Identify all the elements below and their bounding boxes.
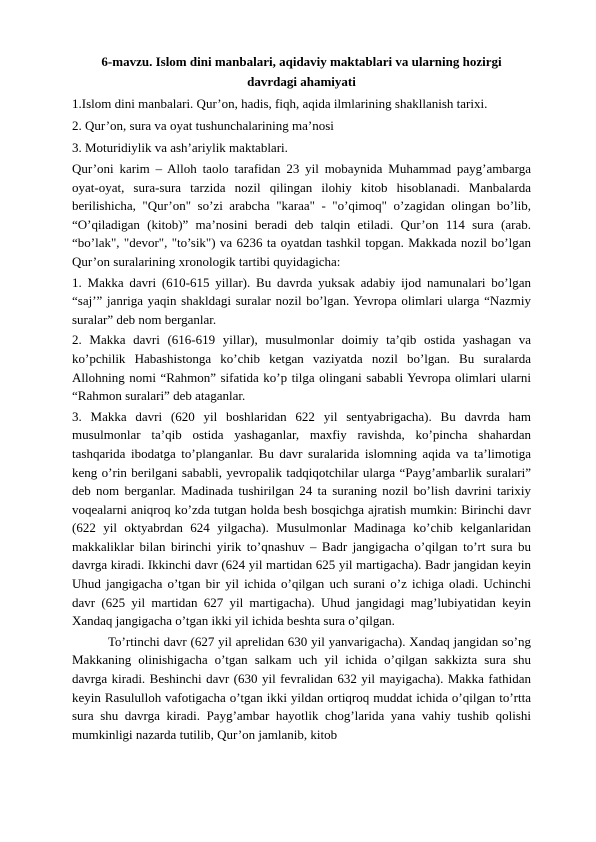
paragraph-makka-period-2: 2. Makka davri (616-619 yillar), musulmonlar doimiy ta’qib ostida yashagan va ko’pchilik Habashistonga ko’chib ketgan vaziyatda nozil bo’lgan. Bu suralarda Allohning nomi “Rahmon” sifatida ko’p tilga olingani sababli Yevropa olimlari ularni “Rahmon suralari” deb ataganlar.: [72, 332, 531, 404]
document-title-line-2: davrdagi ahamiyati: [247, 74, 356, 89]
paragraph-medina-period-4: To’rtinchi davr (627 yil aprelidan 630 yil yanvarigacha). Xandaq jangidan so’ng Makkaning olinishigacha o’tgan salkam uch yil ichida o’qilgan sakkizta sura shu davrga kiradi. Beshinchi davr (630 yil fevralidan 632 yil mayigacha). Makka fathidan keyin Rasululloh vafotigacha o’tgan ikki yildan ortiqroq muddat ichida o’qilgan to’rtta sura shu davrga kiradi. Payg’ambar hayotlik chog’larida yana vahiy tushib qolishi mumkinligi nazarda tutilib, Qur’on jamlanib, kitob: [72, 633, 531, 742]
paragraph-makka-period-3: 3. Makka davri (620 yil boshlaridan 622 yil sentyabrigacha). Bu davrda ham musulmonlar ta’qib ostida yashaganlar, maxfiy ravishda, ko’pincha shahardan tashqarida ibodatga to’planganlar. Bu davr suralarida islomning aqida va ta’limotiga keng o’rin berilgani sababli, yevropalik tadqiqotchilar ularga “Payg’ambarlik suralari” deb nom berganlar. Madinada tushirilgan 24 ta suraning nozil bo’lish davrini tarixiy voqealarni aniqroq ko’zda tutgan holda besh bosqichga ajratish mumkin: Birinchi davr (622 yil oktyabrdan 624 yilgacha). Musulmonlar Madinaga ko’chib kelganlaridan makkaliklar bilan birinchi yirik to’qnashuv – Badr jangigacha o’qilgan to’rt sura bu davrga kiradi. Ikkinchi davr (624 yil martidan 625 yil martigacha). Badr jangidan keyin Uhud jangigacha o’tgan bir yil ichida o’qilgan uch surani o’z ichiga oladi. Uchinchi davr (625 yil martidan 627 yil martigacha). Uhud jangidagi mag’lubiyatidan keyin Xandaq jangigacha o’tgan ikki yil ichida beshta sura o’qilgan.: [72, 408, 531, 629]
document-title-line-1: 6-mavzu. Islom dini manbalari, aqidaviy maktablari va ularning hozirgi: [101, 54, 502, 69]
outline-item-3: 3. Moturidiylik va ash’ariylik maktablari.: [72, 140, 288, 155]
paragraph-quran-definition: Qur’oni karim – Alloh taolo tarafidan 23 yil mobaynida Muhammad payg’ambarga oyat-oyat, sura-sura tarzida nozil qilingan ilohiy kitob hisoblanadi. Manbalarda berilishicha, "Qur’on" so’zi arabcha "karaa" - "o’qimoq" o’zagidan olingan bo’lib, “O’qiladigan (kitob)” ma’nosini beradi deb talqin etiladi. Qur’on 114 sura (arab. “bo’lak", "devor", "to’sik") va 6236 ta oyatdan tashkil topgan. Makkada nozil bo’lgan Qur’on suralarining xronologik tartibi quyidagicha:: [72, 161, 531, 269]
outline-item-2: 2. Qur’on, sura va oyat tushunchalarining ma’nosi: [72, 118, 334, 133]
outline-item-1: 1.Islom dini manbalari. Qur’on, hadis, fiqh, aqida ilmlarining shakllanish tarixi.: [72, 96, 488, 111]
paragraph-makka-period-1: 1. Makka davri (610-615 yillar). Bu davrda yuksak adabiy ijod namunalari bo’lgan “saj’” janriga yaqin shakldagi suralar nozil bo’lgan. Yevropa olimlari ularga “Nazmiy suralar” deb nom berganlar.: [72, 274, 531, 327]
document-page: [72, 52, 531, 744]
